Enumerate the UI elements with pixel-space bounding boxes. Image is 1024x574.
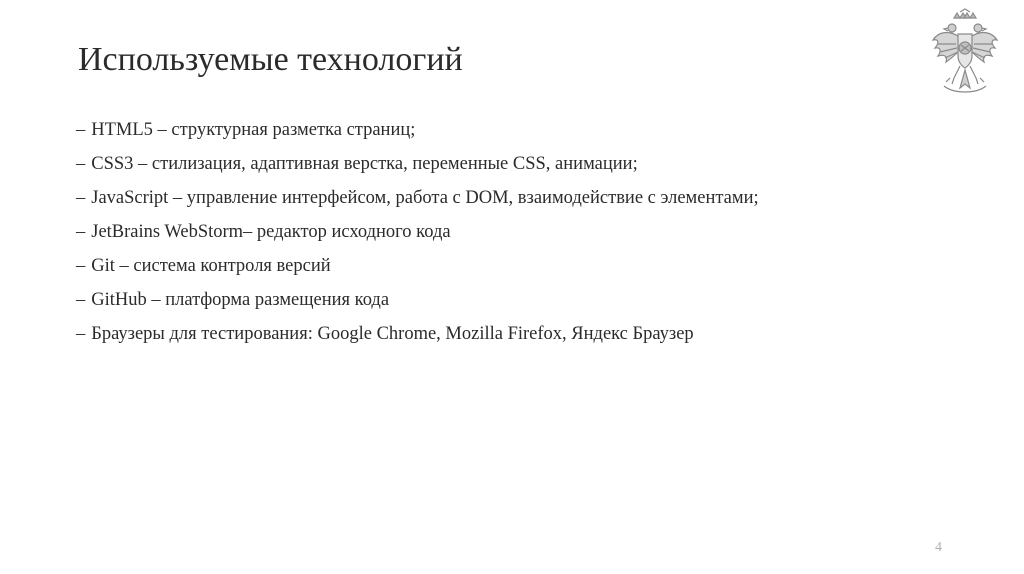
bullet-list: [76, 113, 759, 351]
bullet-dash: –: [76, 188, 86, 208]
bullet-dash: –: [76, 290, 86, 310]
double-headed-eagle-icon: [930, 8, 1000, 98]
slide-title: Используемые технологий: [78, 41, 463, 78]
bullet-dash: –: [76, 256, 86, 276]
list-item: [76, 113, 759, 147]
bullet-dash: –: [76, 324, 86, 344]
list-item-text: Браузеры для тестирования: Google Chrome, Mozilla Firefox, Яндекс Браузер: [91, 324, 694, 344]
list-item: [76, 317, 759, 351]
list-item: [76, 147, 759, 181]
list-item-text: CSS3 – стилизация, адаптивная верстка, переменные CSS, анимации;: [91, 154, 638, 174]
page-number: 4: [935, 540, 942, 555]
list-item-text: Git – система контроля версий: [91, 256, 331, 276]
list-item-text: GitHub – платформа размещения кода: [91, 290, 390, 310]
list-item: [76, 249, 759, 283]
list-item-text: JetBrains WebStorm– редактор исходного кода: [91, 222, 451, 242]
list-item: [76, 181, 759, 215]
bullet-dash: –: [76, 222, 86, 242]
list-item: [76, 283, 759, 317]
list-item: [76, 215, 759, 249]
bullet-dash: –: [76, 120, 86, 140]
bullet-dash: –: [76, 154, 86, 174]
list-item-text: JavaScript – управление интерфейсом, работа с DOM, взаимодействие с элементами;: [91, 188, 759, 208]
list-item-text: HTML5 – структурная разметка страниц;: [91, 120, 416, 140]
